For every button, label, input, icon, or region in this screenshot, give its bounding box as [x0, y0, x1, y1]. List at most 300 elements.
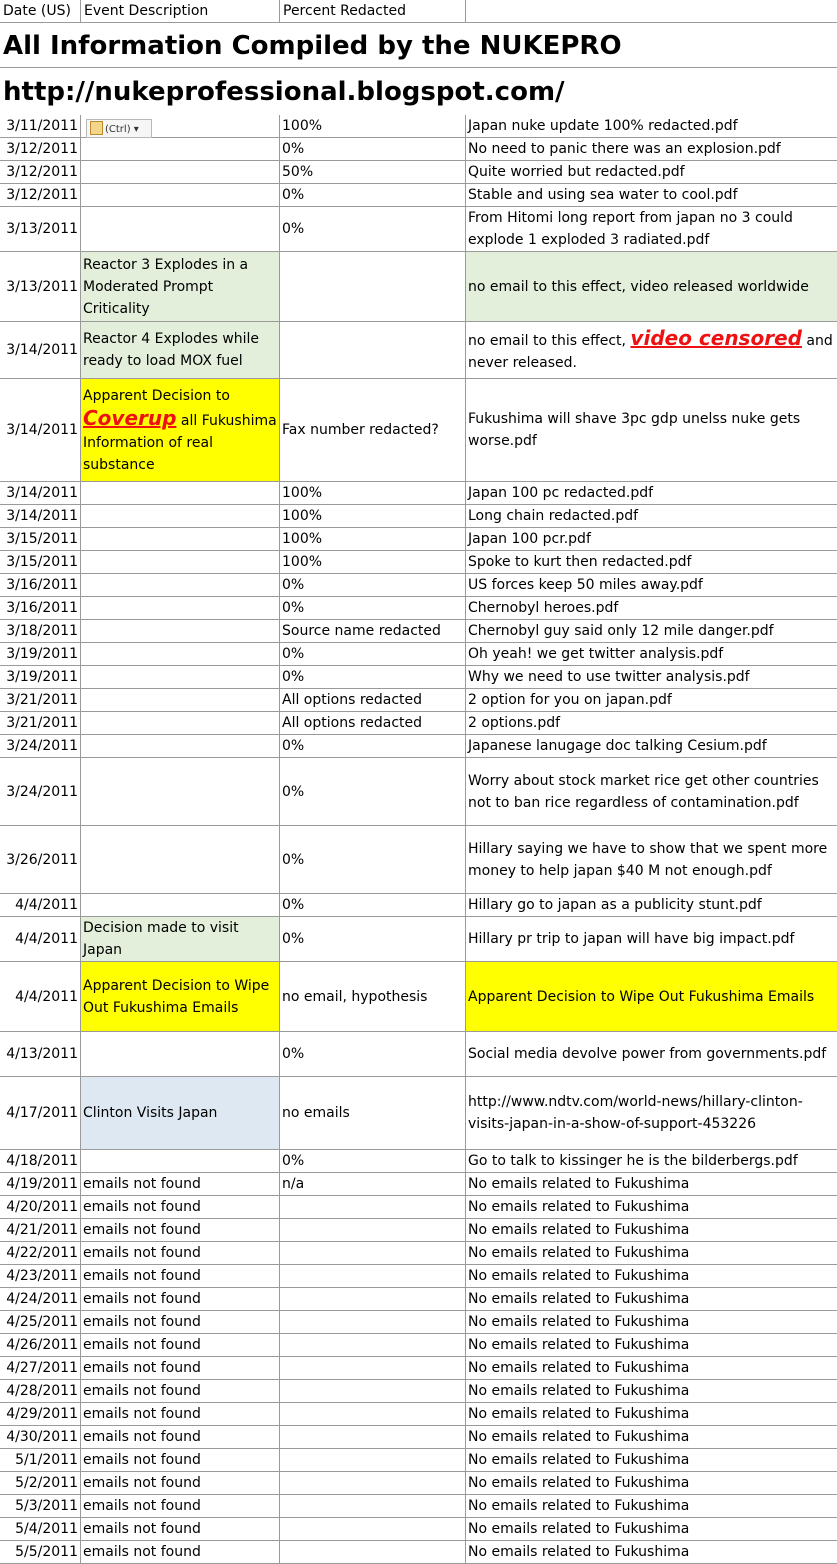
event-cell[interactable] [81, 620, 280, 642]
table-row [0, 689, 837, 712]
percent-cell[interactable] [280, 666, 466, 688]
event-cell[interactable] [81, 1265, 280, 1287]
percent-cell[interactable] [280, 1173, 466, 1195]
event-cell[interactable] [81, 689, 280, 711]
date-cell[interactable] [0, 758, 81, 825]
date-text: 4/30/2011 [6, 1429, 78, 1445]
file-text: Hillary pr trip to japan will have big impact.pdf [468, 931, 795, 947]
date-text: 4/17/2011 [6, 1105, 78, 1121]
file-cell[interactable] [466, 643, 837, 665]
percent-cell[interactable] [280, 252, 466, 321]
file-cell[interactable] [466, 712, 837, 734]
percent-cell[interactable] [280, 1403, 466, 1425]
sheet-title[interactable]: All Information Compiled by the NUKEPRO [3, 31, 622, 61]
date-cell[interactable] [0, 1265, 81, 1287]
date-cell[interactable] [0, 689, 81, 711]
date-cell[interactable] [0, 1518, 81, 1540]
date-cell[interactable] [0, 1472, 81, 1494]
percent-cell[interactable] [280, 1265, 466, 1287]
date-cell[interactable] [0, 1173, 81, 1195]
percent-cell[interactable] [280, 1426, 466, 1448]
clipboard-icon [90, 121, 103, 135]
file-cell[interactable] [466, 161, 837, 183]
event-cell[interactable] [81, 322, 280, 378]
event-cell[interactable] [81, 597, 280, 619]
event-cell[interactable] [81, 735, 280, 757]
percent-cell[interactable] [280, 894, 466, 916]
event-cell[interactable] [81, 1403, 280, 1425]
percent-text: Fax number redacted? [282, 422, 439, 438]
sheet-url[interactable]: http://nukeprofessional.blogspot.com/ [3, 77, 565, 107]
event-text: emails not found [83, 1544, 201, 1560]
date-cell[interactable] [0, 207, 81, 251]
date-cell[interactable] [0, 1380, 81, 1402]
percent-cell[interactable] [280, 1541, 466, 1563]
percent-cell[interactable] [280, 735, 466, 757]
date-cell[interactable] [0, 505, 81, 527]
paste-options-label: (Ctrl) ▾ [105, 124, 139, 135]
table-row [0, 161, 837, 184]
percent-text: 0% [282, 141, 305, 157]
file-text: Go to talk to kissinger he is the bilderbergs.pdf [468, 1153, 798, 1169]
percent-cell[interactable] [280, 1449, 466, 1471]
event-cell[interactable] [81, 574, 280, 596]
event-cell[interactable] [81, 1495, 280, 1517]
file-cell[interactable] [466, 482, 837, 504]
event-cell[interactable] [81, 528, 280, 550]
table-row [0, 574, 837, 597]
event-cell[interactable] [81, 1219, 280, 1241]
file-cell[interactable] [466, 1150, 837, 1172]
table-row [0, 894, 837, 917]
event-text: emails not found [83, 1199, 201, 1215]
event-cell[interactable] [81, 1196, 280, 1218]
date-cell[interactable] [0, 1403, 81, 1425]
date-text: 4/20/2011 [6, 1199, 78, 1215]
percent-cell[interactable] [280, 207, 466, 251]
file-text: No emails related to Fukushima [468, 1383, 690, 1399]
event-cell[interactable] [81, 712, 280, 734]
event-text-part: Apparent Decision to [83, 387, 230, 404]
date-cell[interactable] [0, 962, 81, 1031]
table-row [0, 1334, 837, 1357]
date-text: 3/14/2011 [6, 342, 78, 358]
percent-text: 0% [282, 221, 305, 237]
table-row [0, 1196, 837, 1219]
percent-cell[interactable] [280, 1242, 466, 1264]
percent-cell[interactable] [280, 528, 466, 550]
column-header-event[interactable]: Event Description [81, 0, 280, 22]
date-cell[interactable] [0, 917, 81, 961]
event-text: emails not found [83, 1498, 201, 1514]
event-text: emails not found [83, 1360, 201, 1376]
date-text: 4/22/2011 [6, 1245, 78, 1261]
date-cell[interactable] [0, 1449, 81, 1471]
date-cell[interactable] [0, 1541, 81, 1563]
event-cell[interactable] [81, 379, 280, 481]
event-cell[interactable] [81, 826, 280, 893]
file-cell[interactable] [466, 1449, 837, 1471]
file-cell[interactable] [466, 1403, 837, 1425]
date-text: 4/23/2011 [6, 1268, 78, 1284]
percent-text: 0% [282, 600, 305, 616]
date-text: 4/13/2011 [6, 1046, 78, 1062]
event-cell[interactable] [81, 138, 280, 160]
date-cell[interactable] [0, 1219, 81, 1241]
date-text: 3/14/2011 [6, 485, 78, 501]
file-text: No emails related to Fukushima [468, 1521, 690, 1537]
percent-cell[interactable] [280, 1288, 466, 1310]
percent-cell[interactable] [280, 643, 466, 665]
percent-cell[interactable] [280, 1077, 466, 1149]
event-cell[interactable] [81, 643, 280, 665]
date-cell[interactable] [0, 1426, 81, 1448]
file-text: http://www.ndtv.com/world-news/hillary-clinton-visits-japan-in-a-show-of-support-453226 [468, 1094, 803, 1132]
date-text: 3/19/2011 [6, 669, 78, 685]
date-text: 4/24/2011 [6, 1291, 78, 1307]
date-cell[interactable] [0, 1242, 81, 1264]
event-cell[interactable] [81, 1357, 280, 1379]
table-row [0, 1077, 837, 1150]
date-cell[interactable] [0, 1357, 81, 1379]
event-cell[interactable] [81, 161, 280, 183]
event-text: emails not found [83, 1268, 201, 1284]
file-cell[interactable] [466, 962, 837, 1031]
percent-cell[interactable] [280, 826, 466, 893]
event-cell[interactable] [81, 1380, 280, 1402]
date-text: 3/21/2011 [6, 715, 78, 731]
event-cell[interactable] [81, 1472, 280, 1494]
file-cell[interactable] [466, 894, 837, 916]
percent-cell[interactable] [280, 1357, 466, 1379]
file-highlight-text: video censored [630, 325, 802, 350]
event-cell[interactable] [81, 1426, 280, 1448]
file-text: Japan nuke update 100% redacted.pdf [468, 118, 738, 134]
percent-text: 0% [282, 931, 305, 947]
event-cell[interactable] [81, 1173, 280, 1195]
event-text: emails not found [83, 1383, 201, 1399]
file-text: Why we need to use twitter analysis.pdf [468, 669, 750, 685]
percent-cell[interactable] [280, 1196, 466, 1218]
table-row [0, 1265, 837, 1288]
date-text: 3/14/2011 [6, 508, 78, 524]
spreadsheet-grid [0, 115, 837, 1564]
percent-text: 0% [282, 1153, 305, 1169]
table-row [0, 1357, 837, 1380]
file-cell[interactable] [466, 1426, 837, 1448]
file-cell[interactable] [466, 666, 837, 688]
file-cell[interactable] [466, 826, 837, 893]
file-cell[interactable] [466, 574, 837, 596]
file-text: Quite worried but redacted.pdf [468, 164, 685, 180]
event-text: Clinton Visits Japan [83, 1105, 218, 1121]
file-cell[interactable] [466, 1219, 837, 1241]
date-cell[interactable] [0, 322, 81, 378]
file-text: Apparent Decision to Wipe Out Fukushima Emails [468, 988, 815, 1005]
table-row [0, 252, 837, 322]
event-cell[interactable] [81, 1541, 280, 1563]
percent-text: 0% [282, 646, 305, 662]
date-cell[interactable] [0, 528, 81, 550]
percent-cell[interactable] [280, 161, 466, 183]
percent-cell[interactable] [280, 689, 466, 711]
percent-cell[interactable] [280, 184, 466, 206]
file-text: No need to panic there was an explosion.pdf [468, 141, 781, 157]
date-cell[interactable] [0, 735, 81, 757]
file-cell[interactable] [466, 505, 837, 527]
percent-cell[interactable] [280, 758, 466, 825]
date-cell[interactable] [0, 138, 81, 160]
date-cell[interactable] [0, 826, 81, 893]
date-text: 3/19/2011 [6, 646, 78, 662]
event-text: emails not found [83, 1452, 201, 1468]
file-cell[interactable] [466, 1334, 837, 1356]
file-cell[interactable] [466, 620, 837, 642]
date-cell[interactable] [0, 184, 81, 206]
event-cell[interactable] [81, 1518, 280, 1540]
file-text: Japan 100 pc redacted.pdf [468, 485, 654, 501]
date-text: 3/14/2011 [6, 422, 78, 438]
event-cell[interactable] [81, 482, 280, 504]
event-cell[interactable] [81, 505, 280, 527]
percent-cell[interactable] [280, 379, 466, 481]
file-text: Worry about stock market rice get other countries not to ban rice regardless of contamination.pdf [468, 772, 819, 811]
file-cell[interactable] [466, 1173, 837, 1195]
date-cell[interactable] [0, 1196, 81, 1218]
file-cell[interactable] [466, 1077, 837, 1149]
percent-text: 0% [282, 669, 305, 685]
date-text: 4/25/2011 [6, 1314, 78, 1330]
file-cell[interactable] [466, 689, 837, 711]
file-text: No emails related to Fukushima [468, 1429, 690, 1445]
file-text: No emails related to Fukushima [468, 1337, 690, 1353]
event-cell[interactable] [81, 917, 280, 961]
table-row [0, 184, 837, 207]
percent-cell[interactable] [280, 482, 466, 504]
file-text: No emails related to Fukushima [468, 1314, 690, 1330]
table-row [0, 597, 837, 620]
date-cell[interactable] [0, 161, 81, 183]
percent-cell[interactable] [280, 138, 466, 160]
event-text: emails not found [83, 1291, 201, 1307]
file-cell[interactable] [466, 597, 837, 619]
date-text: 4/19/2011 [6, 1176, 78, 1192]
file-cell[interactable] [466, 917, 837, 961]
table-row [0, 666, 837, 689]
date-cell[interactable] [0, 115, 81, 137]
file-text: Oh yeah! we get twitter analysis.pdf [468, 646, 724, 662]
event-text: Decision made to visit Japan [83, 920, 239, 958]
date-text: 3/13/2011 [6, 278, 78, 295]
file-text [468, 327, 835, 374]
percent-text: 100% [282, 554, 323, 570]
percent-text: 0% [282, 577, 305, 593]
file-cell[interactable] [466, 1380, 837, 1402]
date-cell[interactable] [0, 1311, 81, 1333]
event-cell[interactable] [81, 1311, 280, 1333]
column-header-date[interactable]: Date (US) [0, 0, 81, 22]
file-cell[interactable] [466, 1472, 837, 1494]
table-row [0, 643, 837, 666]
percent-cell[interactable] [280, 917, 466, 961]
table-row [0, 551, 837, 574]
percent-cell[interactable] [280, 322, 466, 378]
percent-cell[interactable] [280, 712, 466, 734]
date-cell[interactable] [0, 1032, 81, 1076]
event-text: emails not found [83, 1521, 201, 1537]
file-text: From Hitomi long report from japan no 3 could explode 1 exploded 3 radiated.pdf [468, 210, 793, 248]
date-cell[interactable] [0, 379, 81, 481]
event-cell[interactable] [81, 1334, 280, 1356]
percent-cell[interactable] [280, 962, 466, 1031]
event-cell[interactable] [81, 1150, 280, 1172]
percent-cell[interactable] [280, 505, 466, 527]
percent-cell[interactable] [280, 1334, 466, 1356]
percent-cell[interactable] [280, 1495, 466, 1517]
date-cell[interactable] [0, 666, 81, 688]
percent-text: 100% [282, 485, 323, 501]
event-cell[interactable] [81, 666, 280, 688]
event-cell[interactable] [81, 1449, 280, 1471]
percent-text: 0% [282, 851, 305, 868]
date-cell[interactable] [0, 252, 81, 321]
percent-cell[interactable] [280, 1032, 466, 1076]
file-text: Spoke to kurt then redacted.pdf [468, 554, 692, 570]
event-cell[interactable] [81, 1288, 280, 1310]
event-text: Reactor 4 Explodes while ready to load MOX fuel [83, 331, 260, 369]
file-cell[interactable] [466, 735, 837, 757]
date-cell[interactable] [0, 482, 81, 504]
file-cell[interactable] [466, 1357, 837, 1379]
file-cell[interactable] [466, 551, 837, 573]
table-row [0, 138, 837, 161]
file-cell[interactable] [466, 252, 837, 321]
file-text: No emails related to Fukushima [468, 1291, 690, 1307]
file-cell[interactable] [466, 1541, 837, 1563]
percent-text: 100% [282, 508, 323, 524]
date-text: 4/4/2011 [15, 897, 78, 913]
event-text: emails not found [83, 1222, 201, 1238]
date-cell[interactable] [0, 1077, 81, 1149]
date-cell[interactable] [0, 597, 81, 619]
date-cell[interactable] [0, 1288, 81, 1310]
percent-cell[interactable] [280, 1380, 466, 1402]
file-text: Fukushima will shave 3pc gdp unelss nuke gets worse.pdf [468, 411, 801, 449]
date-cell[interactable] [0, 712, 81, 734]
event-cell[interactable] [81, 551, 280, 573]
event-cell[interactable] [81, 1242, 280, 1264]
file-cell[interactable] [466, 1265, 837, 1287]
percent-cell[interactable] [280, 574, 466, 596]
event-cell[interactable] [81, 252, 280, 321]
file-cell[interactable] [466, 322, 837, 378]
date-cell[interactable] [0, 643, 81, 665]
file-text: Chernobyl heroes.pdf [468, 600, 619, 616]
date-cell[interactable] [0, 894, 81, 916]
percent-cell[interactable] [280, 115, 466, 137]
file-cell[interactable] [466, 1495, 837, 1517]
file-text: Japanese lanugage doc talking Cesium.pdf [468, 738, 767, 754]
percent-cell[interactable] [280, 1311, 466, 1333]
paste-options-button[interactable] [86, 119, 152, 138]
table-row [0, 379, 837, 482]
date-text: 5/5/2011 [15, 1544, 78, 1560]
column-header-percent[interactable]: Percent Redacted [280, 0, 466, 22]
table-row [0, 1426, 837, 1449]
event-cell[interactable] [81, 1032, 280, 1076]
percent-cell[interactable] [280, 597, 466, 619]
table-row [0, 505, 837, 528]
file-cell[interactable] [466, 1518, 837, 1540]
percent-cell[interactable] [280, 1150, 466, 1172]
file-cell[interactable] [466, 379, 837, 481]
event-cell[interactable] [81, 184, 280, 206]
file-text: No emails related to Fukushima [468, 1360, 690, 1376]
date-text: 4/18/2011 [6, 1153, 78, 1169]
event-text: emails not found [83, 1176, 201, 1192]
file-cell[interactable] [466, 528, 837, 550]
percent-cell[interactable] [280, 1219, 466, 1241]
file-cell[interactable] [466, 758, 837, 825]
event-cell[interactable] [81, 1077, 280, 1149]
file-cell[interactable] [466, 1032, 837, 1076]
table-row [0, 826, 837, 894]
event-cell[interactable] [81, 894, 280, 916]
date-cell[interactable] [0, 620, 81, 642]
file-cell[interactable] [466, 115, 837, 137]
event-text: Reactor 3 Explodes in a Moderated Prompt Criticality [83, 256, 249, 317]
table-row [0, 322, 837, 379]
file-text: Hillary go to japan as a publicity stunt.pdf [468, 897, 762, 913]
percent-cell[interactable] [280, 620, 466, 642]
event-cell[interactable] [81, 207, 280, 251]
table-row [0, 1449, 837, 1472]
date-cell[interactable] [0, 1150, 81, 1172]
table-row [0, 620, 837, 643]
date-cell[interactable] [0, 574, 81, 596]
date-text: 3/16/2011 [6, 577, 78, 593]
file-cell[interactable] [466, 138, 837, 160]
date-text: 5/4/2011 [15, 1521, 78, 1537]
event-text: emails not found [83, 1337, 201, 1353]
table-row [0, 1403, 837, 1426]
table-row [0, 1219, 837, 1242]
date-text: 5/3/2011 [15, 1498, 78, 1514]
file-cell[interactable] [466, 184, 837, 206]
date-cell[interactable] [0, 1495, 81, 1517]
file-text: No emails related to Fukushima [468, 1498, 690, 1514]
file-cell[interactable] [466, 1288, 837, 1310]
event-cell[interactable] [81, 962, 280, 1031]
date-cell[interactable] [0, 551, 81, 573]
percent-cell[interactable] [280, 551, 466, 573]
event-cell[interactable] [81, 758, 280, 825]
file-text: no email to this effect, video released worldwide [468, 278, 809, 295]
date-text: 3/15/2011 [6, 554, 78, 570]
date-cell[interactable] [0, 1334, 81, 1356]
date-text: 4/21/2011 [6, 1222, 78, 1238]
file-text: US forces keep 50 miles away.pdf [468, 577, 703, 593]
date-text: 4/28/2011 [6, 1383, 78, 1399]
percent-cell[interactable] [280, 1472, 466, 1494]
date-text: 3/24/2011 [6, 738, 78, 754]
file-cell[interactable] [466, 1242, 837, 1264]
percent-cell[interactable] [280, 1518, 466, 1540]
file-cell[interactable] [466, 1311, 837, 1333]
file-cell[interactable] [466, 207, 837, 251]
percent-text: 0% [282, 783, 305, 800]
file-cell[interactable] [466, 1196, 837, 1218]
